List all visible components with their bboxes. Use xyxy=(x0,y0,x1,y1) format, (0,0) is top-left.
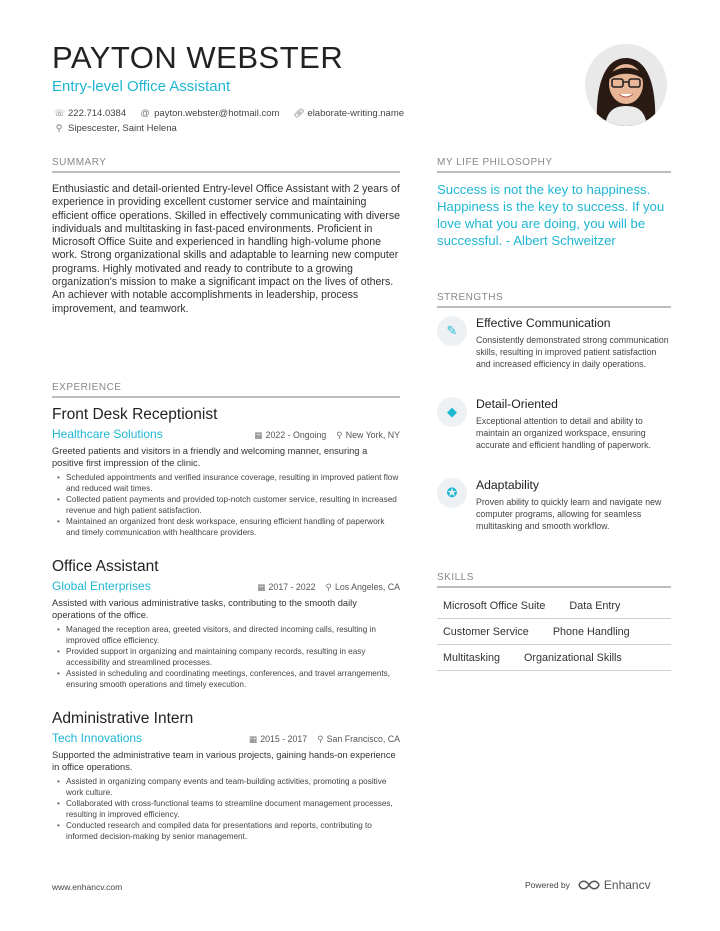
job-description: Greeted patients and visitors in a friendly and welcoming manner, ensuring a positive first impression of the clinic. xyxy=(52,446,368,468)
strength-title: Detail-Oriented xyxy=(476,397,558,411)
list-item: • Collaborated with cross-functional teams to streamline document management processes, resulting in improved efficiency. xyxy=(66,798,400,820)
list-item: • Assisted in organizing company events and team-building activities, promoting a positive work culture. xyxy=(66,776,400,798)
philosophy-heading: MY LIFE PHILOSOPHY xyxy=(437,157,671,173)
company-name: Tech Innovations xyxy=(52,731,143,745)
list-item: • Provided support in organizing and maintaining company records, resulting in easy accessibility and streamlined processes. xyxy=(66,646,400,668)
job-location: Los Angeles, CA xyxy=(334,582,400,592)
list-item: • Scheduled appointments and verified insurance coverage, resulting in improved patient flow and reduced wait times. xyxy=(66,472,400,494)
skill-tag: Multitasking xyxy=(443,652,501,664)
location-text: Sipescester, Saint Helena xyxy=(68,123,177,134)
phone-number: 222.714.0384 xyxy=(68,108,127,119)
list-item: • Assisted in scheduling and coordinating meetings, conferences, and travel arrangements, ensuring smooth operations and timely execution. xyxy=(66,668,400,690)
location-pin-icon: ⚲ xyxy=(325,582,332,592)
email-link[interactable]: payton.webster@hotmail.com xyxy=(154,108,280,119)
footer-branding xyxy=(525,878,651,892)
skills-heading: SKILLS xyxy=(437,572,671,588)
skill-tag: Organizational Skills xyxy=(524,652,622,664)
list-item: • Collected patient payments and provided top-notch customer service, resulting in increased revenue and high patient satisfaction. xyxy=(66,494,400,516)
experience-heading: EXPERIENCE xyxy=(52,382,400,398)
job-bullets xyxy=(52,776,400,842)
location-pin-icon: ⚲ xyxy=(336,430,343,440)
job-title: Office Assistant xyxy=(52,558,159,575)
job-dates: 2015 - 2017 xyxy=(260,734,308,744)
job-bullets xyxy=(52,624,400,690)
company-name: Global Enterprises xyxy=(52,579,151,593)
calendar-icon: ▦ xyxy=(248,734,258,744)
job-title: Front Desk Receptionist xyxy=(52,406,218,423)
strengths-heading: STRENGTHS xyxy=(437,292,671,308)
contact-info xyxy=(54,106,404,136)
job-description: Supported the administrative team in various projects, gaining hands-on experience in office operations. xyxy=(52,750,396,772)
job-dates: 2022 - Ongoing xyxy=(265,430,327,440)
puzzle-icon: ◆ xyxy=(437,397,467,427)
job-entry xyxy=(52,558,400,690)
strength-description: Proven ability to quickly learn and navigate new computer programs, allowing for seamless multitasking and smooth workflow. xyxy=(476,497,662,531)
list-item: • Maintained an organized front desk workspace, ensuring efficient handling of paperwork and timely communication with healthcare providers. xyxy=(66,516,400,538)
calendar-icon: ▦ xyxy=(254,430,263,440)
candidate-title: Entry-level Office Assistant xyxy=(52,78,231,95)
skill-tag: Customer Service xyxy=(443,626,529,638)
calendar-icon: ▦ xyxy=(257,582,266,592)
link-icon: 🔗︎ xyxy=(293,108,305,118)
location-pin-icon: ⚲ xyxy=(55,123,63,133)
location-pin-icon: ⚲ xyxy=(317,734,324,744)
candidate-name: PAYTON WEBSTER xyxy=(52,40,344,75)
list-item: • Managed the reception area, greeted visitors, and directed incoming calls, resulting in improved office efficiency. xyxy=(66,624,400,646)
skill-tag: Phone Handling xyxy=(552,626,630,638)
job-location: San Francisco, CA xyxy=(326,734,400,744)
medal-icon: ✪ xyxy=(437,478,467,508)
job-dates: 2017 - 2022 xyxy=(268,582,316,592)
brand-logo[interactable] xyxy=(578,878,651,892)
footer-website[interactable]: www.enhancv.com xyxy=(52,882,123,892)
powered-by-label: Powered by xyxy=(525,880,570,890)
skill-tag: Microsoft Office Suite xyxy=(443,600,546,612)
profile-photo xyxy=(585,44,667,126)
list-item: • Conducted research and compiled data for presentations and reports, contributing to informed decision-making by senior management. xyxy=(66,820,400,842)
philosophy-quote: Success is not the key to happiness. Happiness is the key to success. If you love what you are doing, you will be successful. - Albert Schweitzer xyxy=(437,182,665,248)
job-entry xyxy=(52,710,400,842)
website-link[interactable]: elaborate-writing.name xyxy=(307,108,405,119)
job-title: Administrative Intern xyxy=(52,710,194,727)
strength-title: Effective Communication xyxy=(476,316,611,330)
profile-photo-illustration xyxy=(585,44,667,126)
brand-name: Enhancv xyxy=(603,878,651,892)
summary-heading: SUMMARY xyxy=(52,157,400,173)
summary-text: Enthusiastic and detail-oriented Entry-level Office Assistant with 2 years of experience in providing excellent customer service and maintaining efficient office operations. Skilled in effectively communicating with diverse individuals and multitasking in fast-paced environments. Proficient in Microsoft Office Suite and experienced in handling high-volume phone work. Strong organizational skills and adaptable to learning new computer programs. Highly motivated and ready to contribute to a growing organization's mission to make a significant impact on the lives of others. An achiever with notable accomplishments in leadership, process improvement, and teamwork. xyxy=(52,183,401,315)
phone-icon: ☏ xyxy=(54,108,66,118)
job-location: New York, NY xyxy=(345,430,400,440)
strength-title: Adaptability xyxy=(476,478,540,492)
strength-description: Exceptional attention to detail and ability to maintain an organized workspace, ensuring accurate and efficient handling of paperwork. xyxy=(476,416,651,450)
at-icon: @ xyxy=(140,108,150,118)
skills-list xyxy=(437,596,671,674)
enhancv-logo-icon xyxy=(578,879,600,891)
job-bullets xyxy=(52,472,400,538)
company-name: Healthcare Solutions xyxy=(52,427,163,441)
strength-description: Consistently demonstrated strong communication skills, resulting in improved patient satisfaction and increased efficiency in daily operations. xyxy=(476,335,669,369)
job-description: Assisted with various administrative tasks, contributing to the smooth daily operations of the office. xyxy=(52,598,357,620)
job-entry xyxy=(52,406,400,538)
pen-icon: ✎ xyxy=(437,316,467,346)
skill-tag: Data Entry xyxy=(569,600,621,612)
